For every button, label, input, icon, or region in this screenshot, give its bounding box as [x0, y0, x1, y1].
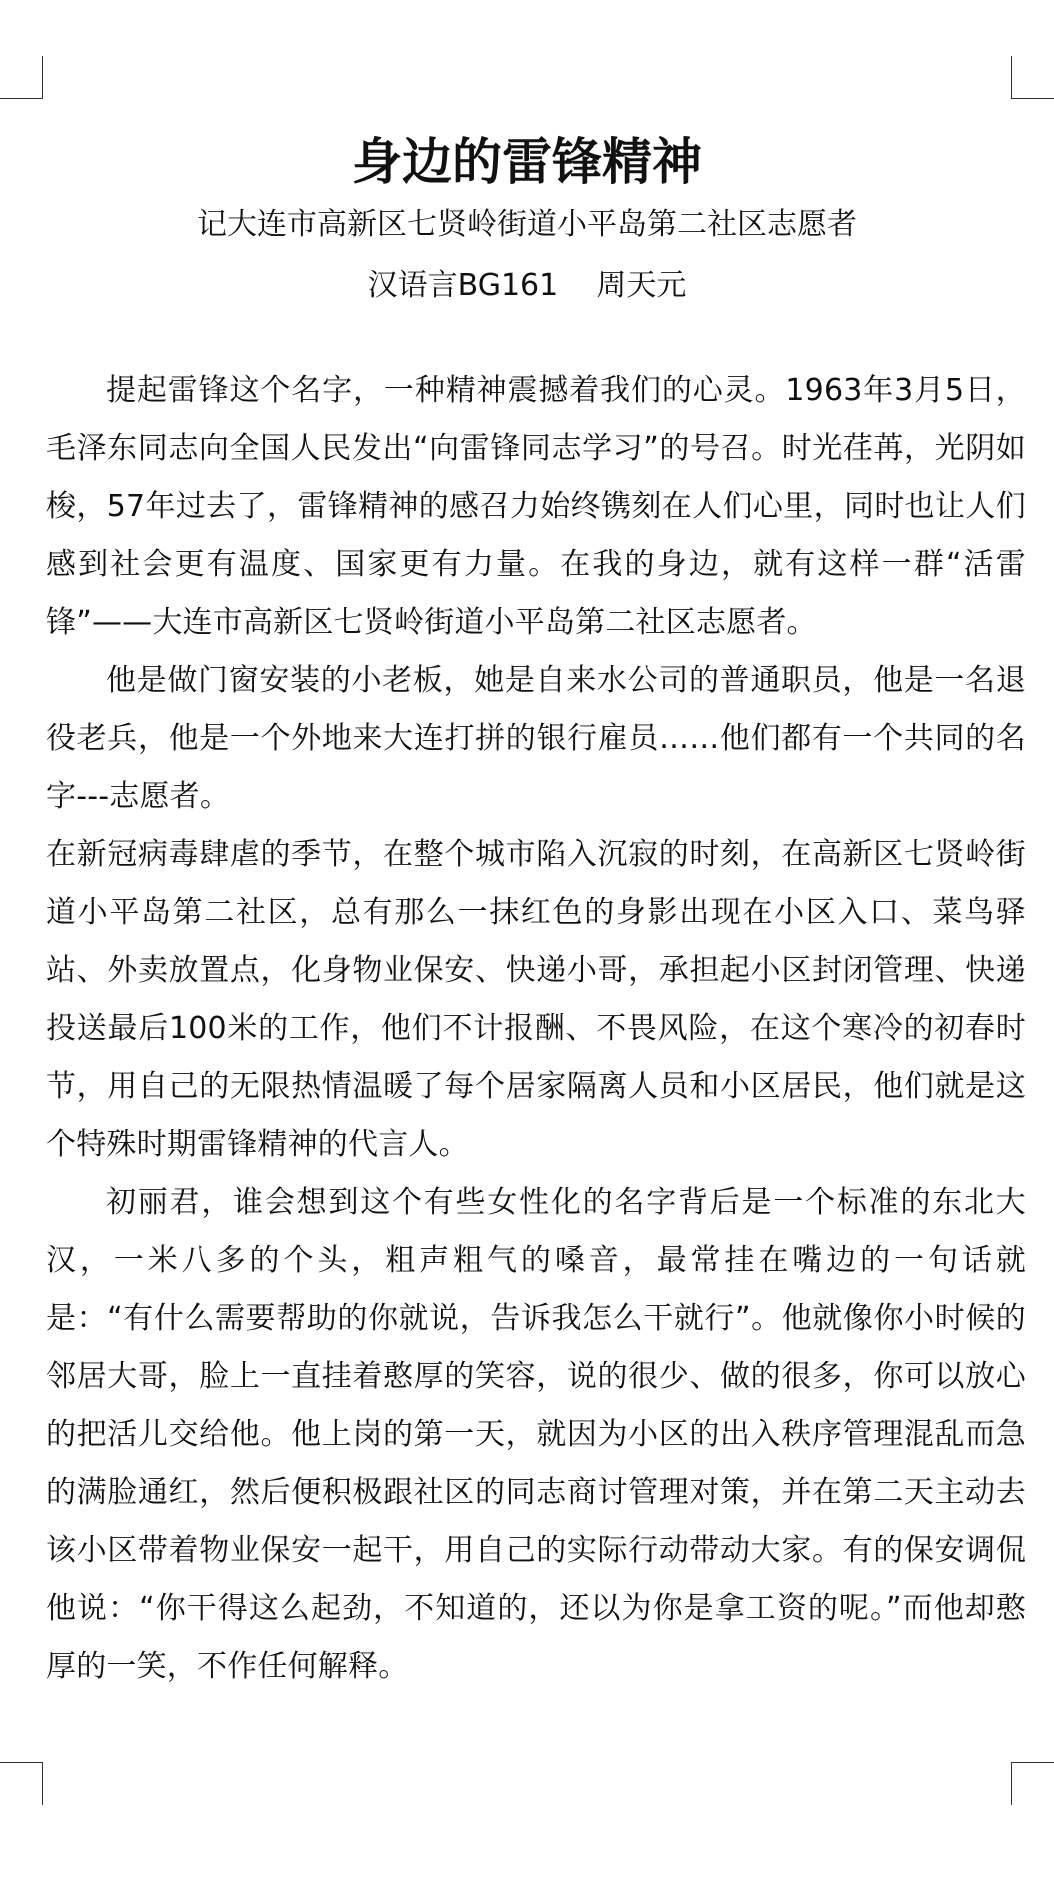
paragraph-2: 他是做门窗安装的小老板，她是自来水公司的普通职员，他是一名退役老兵，他是一个外地来大连打拼的银行雇员……他们都有一个共同的名字---志愿者。 — [46, 663, 1026, 814]
paragraph-4: 初丽君，谁会想到这个有些女性化的名字背后是一个标准的东北大汉，一米八多的个头，粗声粗气的嗓音，最常挂在嘴边的一句话就是：“有什么需要帮助的你就说，告诉我怎么干就行”。他就像你小时候的邻居大哥，脸上一直挂着憨厚的笑容，说的很少、做的很多，你可以放心的把活儿交给他。他上岗的第一天，就因为小区的出入秩序管理混乱而急的满脸通红，然后便积极跟社区的同志商讨管理对策，并在第二天主动去该小区带着物业保安一起干，用自己的实际行动带动大家。有的保安调侃他说：“你干得这么起劲，不知道的，还以为你是拿工资的呢。”而他却憨厚的一笑，不作任何解释。 — [46, 1185, 1026, 1684]
crop-mark-bottom-right — [1011, 1762, 1054, 1805]
document-title: 身边的雷锋精神 — [352, 133, 702, 191]
crop-mark-top-left — [0, 56, 43, 99]
document-author: 汉语言BG161 周天元 — [367, 268, 687, 303]
document-subtitle: 记大连市高新区七贤岭街道小平岛第二社区志愿者 — [197, 207, 857, 242]
paragraph-3: 在新冠病毒肆虐的季节，在整个城市陷入沉寂的时刻，在高新区七贤岭街道小平岛第二社区，总有那么一抹红色的身影出现在小区入口、菜鸟驿站、外卖放置点，化身物业保安、快递小哥，承担起小区封闭管理、快递投送最后100米的工作，他们不计报酬、不畏风险，在这个寒冷的初春时节，用自己的无限热情温暖了每个居家隔离人员和小区居民，他们就是这个特殊时期雷锋精神的代言人。 — [46, 837, 1026, 1162]
crop-mark-bottom-left — [0, 1762, 43, 1805]
document-body — [46, 362, 1026, 1696]
crop-mark-top-right — [1011, 56, 1054, 99]
paragraph-1: 提起雷锋这个名字，一种精神震撼着我们的心灵。1963年3月5日，毛泽东同志向全国人民发出“向雷锋同志学习”的号召。时光荏苒，光阴如梭，57年过去了，雷锋精神的感召力始终镌刻在人们心里，同时也让人们感到社会更有温度、国家更有力量。在我的身边，就有这样一群“活雷锋”——大连市高新区七贤岭街道小平岛第二社区志愿者。 — [46, 373, 1026, 640]
